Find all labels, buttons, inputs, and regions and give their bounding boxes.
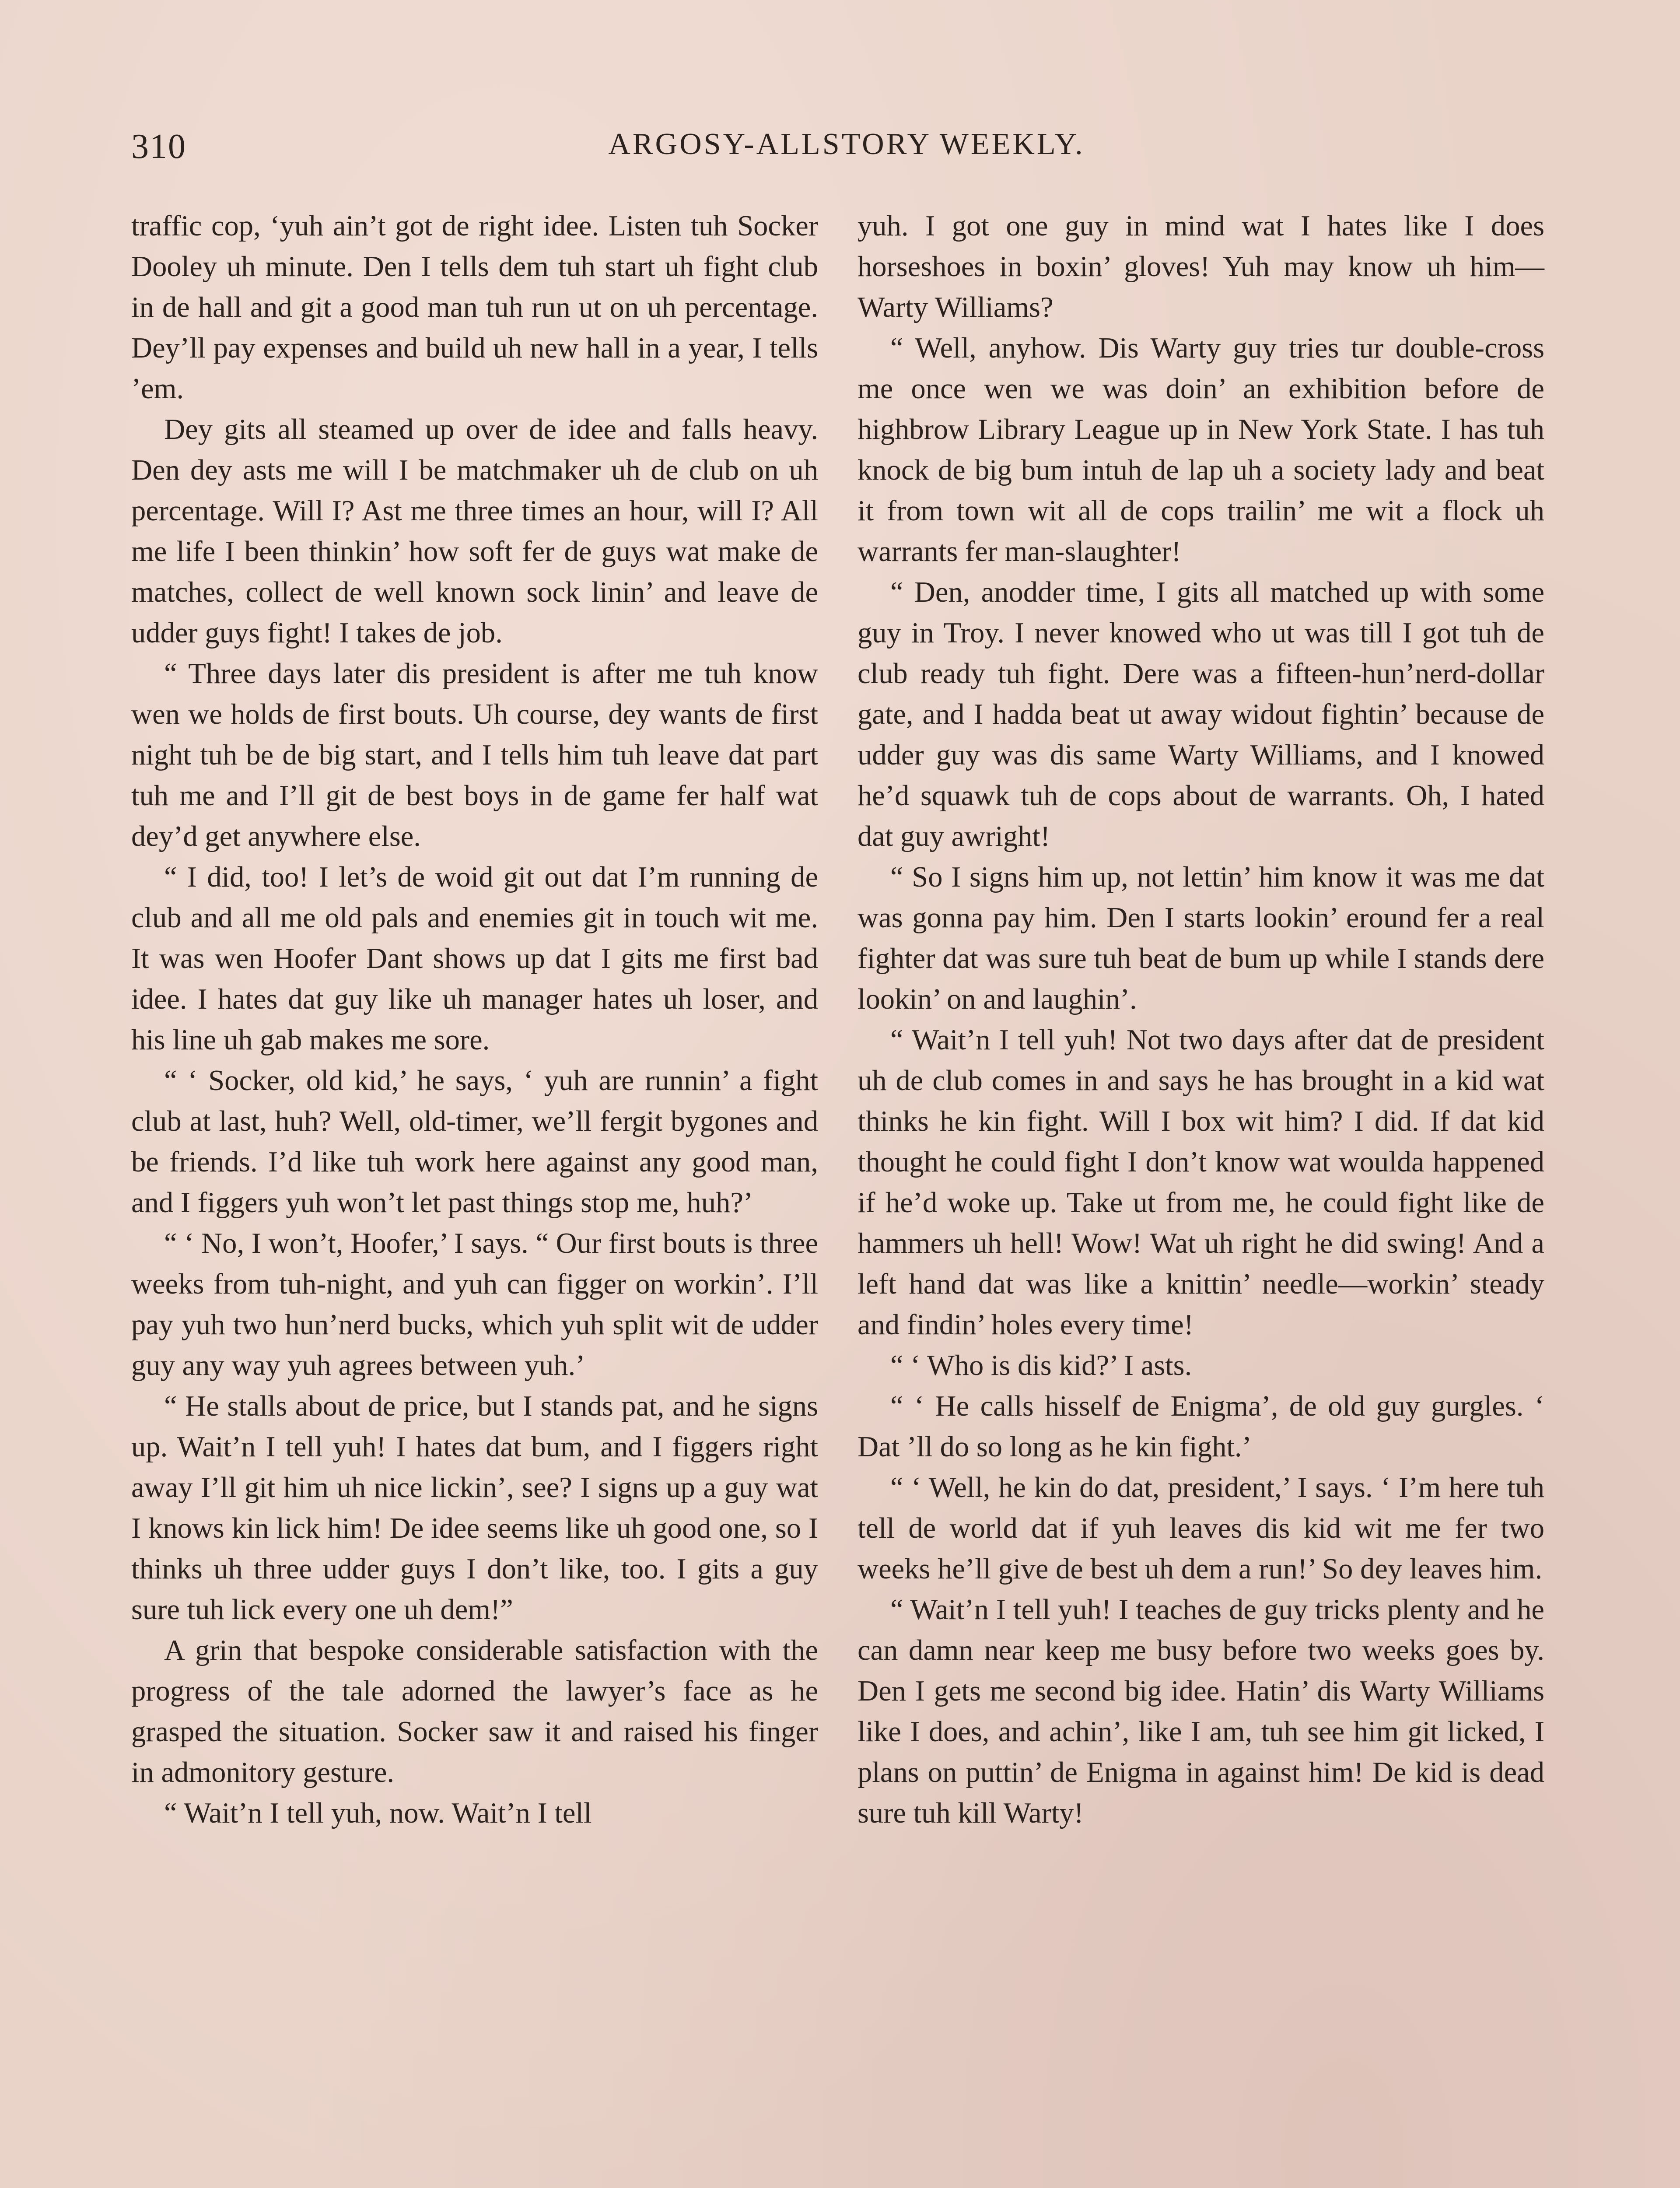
paragraph: yuh. I got one guy in mind wat I hates like I does horseshoes in boxin’ gloves! Yuh may know uh him—Warty Williams? [858, 210, 1544, 323]
paragraph: “ Wait’n I tell yuh! I teaches de guy tricks plenty and he can damn near keep me busy before two weeks goes by. Den I gets me second big idee. Hatin’ dis Warty Williams like I does, and achin’, like I am, tuh see him git licked, I plans on puttin’ de Enigma in against him! De kid is dead sure tuh kill Warty! [858, 1594, 1544, 1829]
paragraph: “ Wait’n I tell yuh! Not two days after dat de president uh de club comes in and says he has brought in a kid wat thinks he kin fight. Will I box wit him? I did. If dat kid thought he could fight I don’t know wat woulda happened if he’d woke up. Take ut from me, he could fight like de hammers uh hell! Wow! Wat uh right he did swing! And a left hand dat was like a knittin’ needle—workin’ steady and findin’ holes every time! [858, 1024, 1544, 1341]
page-number: 310 [131, 127, 186, 166]
running-head: ARGOSY-ALLSTORY WEEKLY. [608, 127, 1085, 161]
paragraph: “ ‘ He calls hisself de Enigma’, de old guy gurgles. ‘ Dat ’ll do so long as he kin fight.’ [858, 1390, 1544, 1463]
paragraph: “ ‘ Socker, old kid,’ he says, ‘ yuh are runnin’ a fight club at last, huh? Well, old-timer, we’ll fergit bygones and be friends. I’d like tuh work here against any good man, and I figgers yuh won’t let past things stop me, huh?’ [131, 1065, 818, 1219]
paragraph: “ Den, anodder time, I gits all matched up with some guy in Troy. I never knowed who ut was till I got tuh de club ready tuh fight. Dere was a fifteen-hun’nerd-dollar gate, and I hadda beat ut away widout fightin’ because de udder guy was dis same Warty Williams, and I knowed he’d squawk tuh de cops about de warrants. Oh, I hated dat guy awright! [858, 576, 1544, 852]
paragraph: “ He stalls about de price, but I stands pat, and he signs up. Wait’n I tell yuh! I hates dat bum, and I figgers right away I’ll git him uh nice lickin’, see? I signs up a guy wat I knows kin lick him! De idee seems like uh good one, so I thinks uh three udder guys I don’t like, too. I gits a guy sure tuh lick every one uh dem!” [131, 1390, 818, 1626]
paragraph: “ ‘ Who is dis kid?’ I asts. [890, 1350, 1192, 1382]
paragraph: traffic cop, ‘yuh ain’t got de right idee. Listen tuh Socker Dooley uh minute. Den I tells dem tuh start uh fight club in de hall and git a good man tuh run ut on uh percentage. Dey’ll pay expenses and build uh new hall in a year, I tells ’em. [131, 210, 818, 405]
paragraph: “ I did, too! I let’s de woid git out dat I’m running de club and all me old pals and enemies git in touch wit me. It was wen Hoofer Dant shows up dat I gits me first bad idee. I hates dat guy like uh manager hates uh loser, and his line uh gab makes me sore. [131, 861, 818, 1056]
paragraph: “ ‘ Well, he kin do dat, president,’ I says. ‘ I’m here tuh tell de world dat if yuh leaves dis kid wit me fer two weeks he’ll give de best uh dem a run!’ So dey leaves him. [858, 1472, 1544, 1585]
left-column [131, 206, 818, 1834]
paragraph: A grin that bespoke considerable satisfaction with the progress of the tale adorned the lawyer’s face as he grasped the situation. Socker saw it and raised his finger in admonitory gesture. [131, 1634, 818, 1788]
paragraph: “ Well, anyhow. Dis Warty guy tries tur double-cross me once wen we was doin’ an exhibition before de highbrow Library League up in New York State. I has tuh knock de big bum intuh de lap uh a society lady and beat it from town wit all de cops trailin’ me wit a flock uh warrants fer man-slaughter! [858, 332, 1544, 568]
paragraph: “ ‘ No, I won’t, Hoofer,’ I says. “ Our first bouts is three weeks from tuh-night, and yuh can figger on workin’. I’ll pay yuh two hun’nerd bucks, which yuh split wit de udder guy any way yuh agrees between yuh.’ [131, 1227, 818, 1382]
paragraph: “ Three days later dis president is after me tuh know wen we holds de first bouts. Uh course, dey wants de first night tuh be de big start, and I tells him tuh leave dat part tuh me and I’ll git de best boys in de game fer half wat dey’d get anywhere else. [131, 658, 818, 852]
paragraph: Dey gits all steamed up over de idee and falls heavy. Den dey asts me will I be matchmaker uh de club on uh percentage. Will I? Ast me three times an hour, will I? All me life I been thinkin’ how soft fer de guys wat make de matches, collect de well known sock linin’ and leave de udder guys fight! I takes de job. [131, 414, 818, 649]
right-column [858, 206, 1544, 1834]
paragraph: “ Wait’n I tell yuh, now. Wait’n I tell [164, 1797, 592, 1829]
paragraph: “ So I signs him up, not lettin’ him know it was me dat was gonna pay him. Den I starts lookin’ eround fer a real fighter dat was sure tuh beat de bum up while I stands dere lookin’ on and laughin’. [858, 861, 1544, 1015]
page-header [131, 127, 1562, 179]
